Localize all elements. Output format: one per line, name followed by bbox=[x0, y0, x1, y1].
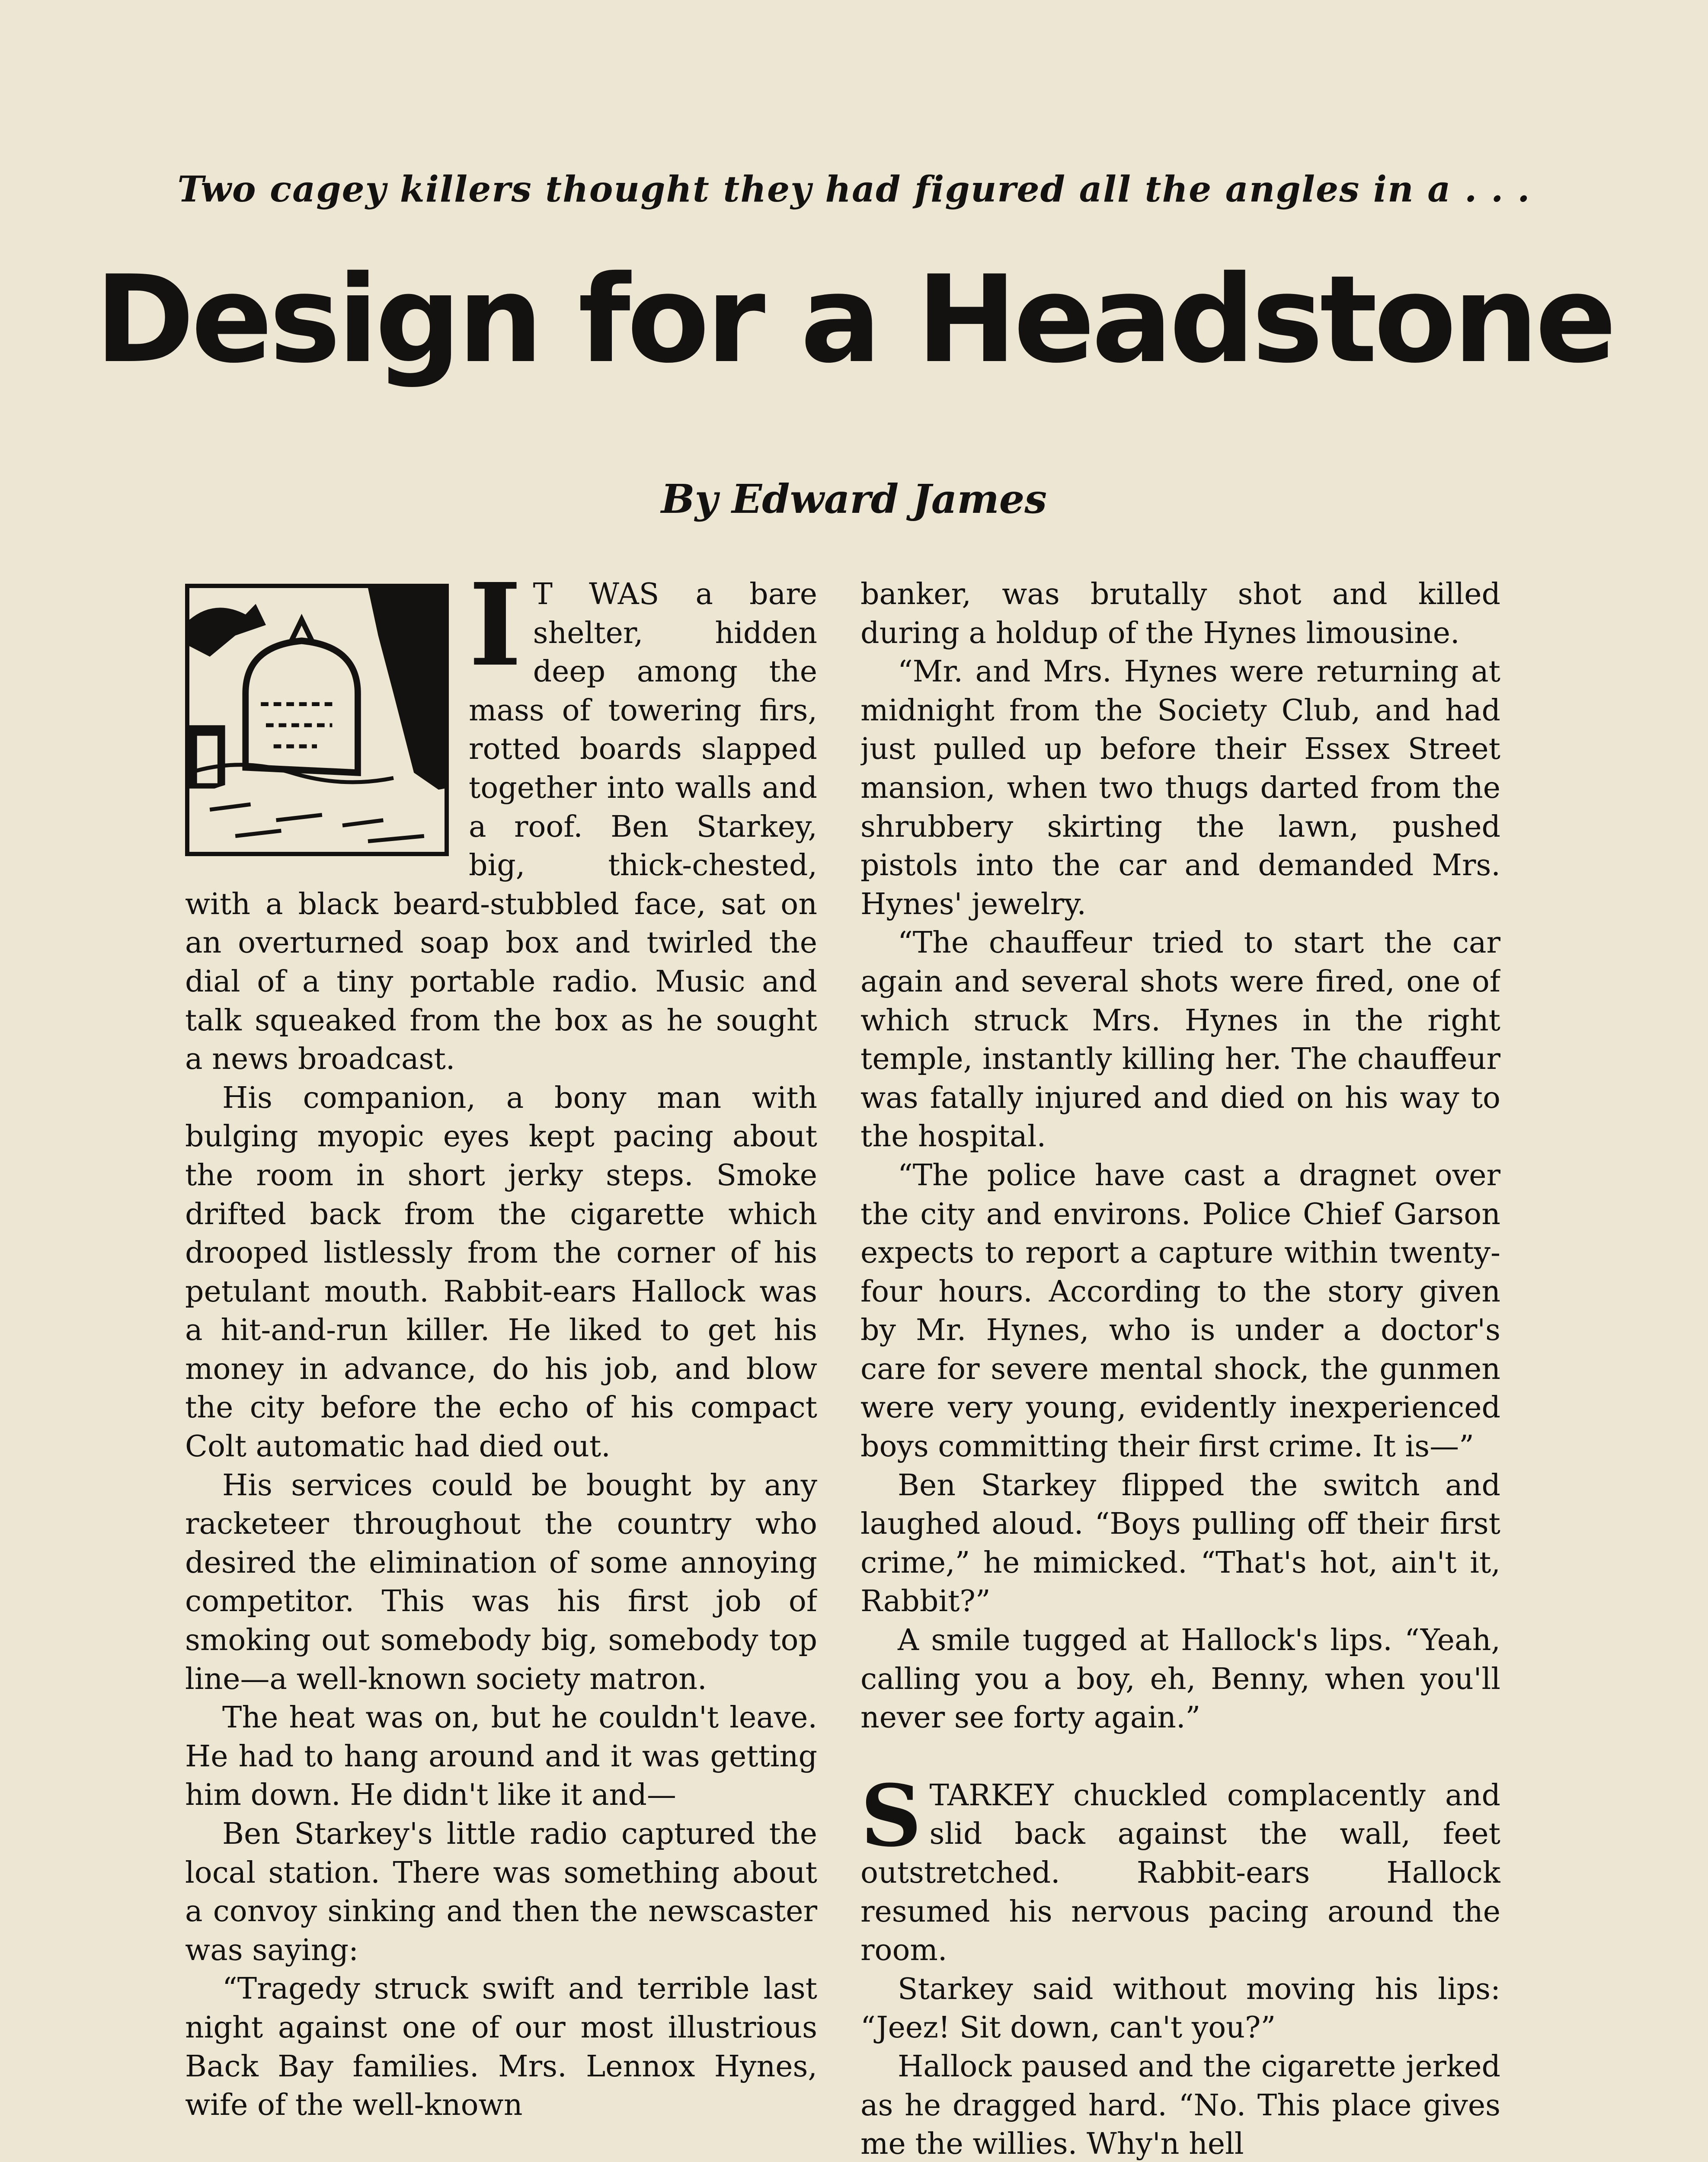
paragraph: Ben Starkey flipped the switch and laughed aloud. “Boys pulling off their first crime,” he mimicked. “That's hot, ain't it, Rabbit?” bbox=[860, 1468, 1500, 1619]
paragraph: His companion, a bony man with bulging myopic eyes kept pacing about the room in short jerky steps. Smoke drifted back from the cigarette which drooped listlessly from the corner of his petulant mouth. Rabbit-ears Hallock was a hit-and-run killer. He liked to get his money in advance, do his job, and blow the city before the echo of his compact Colt automatic had died out. bbox=[185, 1081, 817, 1464]
drop-cap-i: I bbox=[469, 575, 522, 691]
story-title: Design for a Headstone bbox=[95, 249, 1613, 390]
right-column bbox=[860, 575, 1500, 2162]
paragraph: TARKEY chuckled complacently and slid back against the wall, feet outstretched. Rabbit-ears Hallock resumed his nervous pacing around the room. bbox=[860, 1778, 1500, 1968]
story-blurb: Two cagey killers thought they had figured all the angles in a . . . bbox=[177, 169, 1531, 210]
story-byline: By Edward James bbox=[661, 476, 1047, 522]
paragraph: Ben Starkey's little radio captured the local station. There was something about a convoy sinking and then the newscaster was saying: bbox=[185, 1817, 817, 1967]
paragraph: His services could be bought by any racketeer throughout the country who desired the elimination of some annoying competitor. This was his first job of smoking out somebody big, somebody top line—a well-known society matron. bbox=[185, 1468, 817, 1696]
section-break bbox=[860, 1737, 1500, 1776]
paragraph: “The police have cast a dragnet over the city and environs. Police Chief Garson expects to report a capture within twenty-four hours. According to the story given by Mr. Hynes, who is under a doctor's care for severe mental shock, the gunmen were very young, evidently inexperienced boys committing their first crime. It is—” bbox=[860, 1158, 1500, 1464]
paragraph: The heat was on, but he couldn't leave. He had to hang around and it was getting him down. He didn't like it and— bbox=[185, 1701, 817, 1813]
tombstone-illustration-icon bbox=[185, 584, 449, 856]
paragraph: “Tragedy struck swift and terrible last night against one of our most illustrious Back Bay families. Mrs. Lennox Hynes, wife of the well-known bbox=[185, 1972, 817, 2123]
paragraph: banker, was brutally shot and killed during a holdup of the Hynes limousine. bbox=[860, 577, 1500, 650]
paragraph: Starkey said without moving his lips: “Jeez! Sit down, can't you?” bbox=[860, 1972, 1500, 2045]
paragraph: Hallock paused and the cigarette jerked as he dragged hard. “No. This place gives me the willies. Why'n hell bbox=[860, 2049, 1500, 2162]
drop-cap-s: S bbox=[860, 1766, 922, 1866]
left-column bbox=[185, 575, 817, 2162]
paragraph: “The chauffeur tried to start the car again and several shots were fired, one of which struck Mrs. Hynes in the right temple, instantly killing her. The chauffeur was fatally injured and died on his way to the hospital. bbox=[860, 926, 1500, 1154]
paragraph: A smile tugged at Hallock's lips. “Yeah, calling you a boy, eh, Benny, when you'll never see forty again.” bbox=[860, 1623, 1500, 1735]
paragraph: “Mr. and Mrs. Hynes were returning at midnight from the Society Club, and had just pulled up before their Essex Street mansion, when two thugs darted from the shrubbery skirting the lawn, pushed pistols into the car and demanded Mrs. Hynes' jewelry. bbox=[860, 655, 1500, 921]
paragraph: T WAS a bare shelter, hidden deep among the mass of towering firs, rotted boards slapped together into walls and a roof. Ben Starkey, big, thick-chested, with a black beard-stubbled face, sat on an overturned soap box and twirled the dial of a tiny portable radio. Music and talk squeaked from the box as he sought a news broadcast. bbox=[185, 577, 817, 1077]
